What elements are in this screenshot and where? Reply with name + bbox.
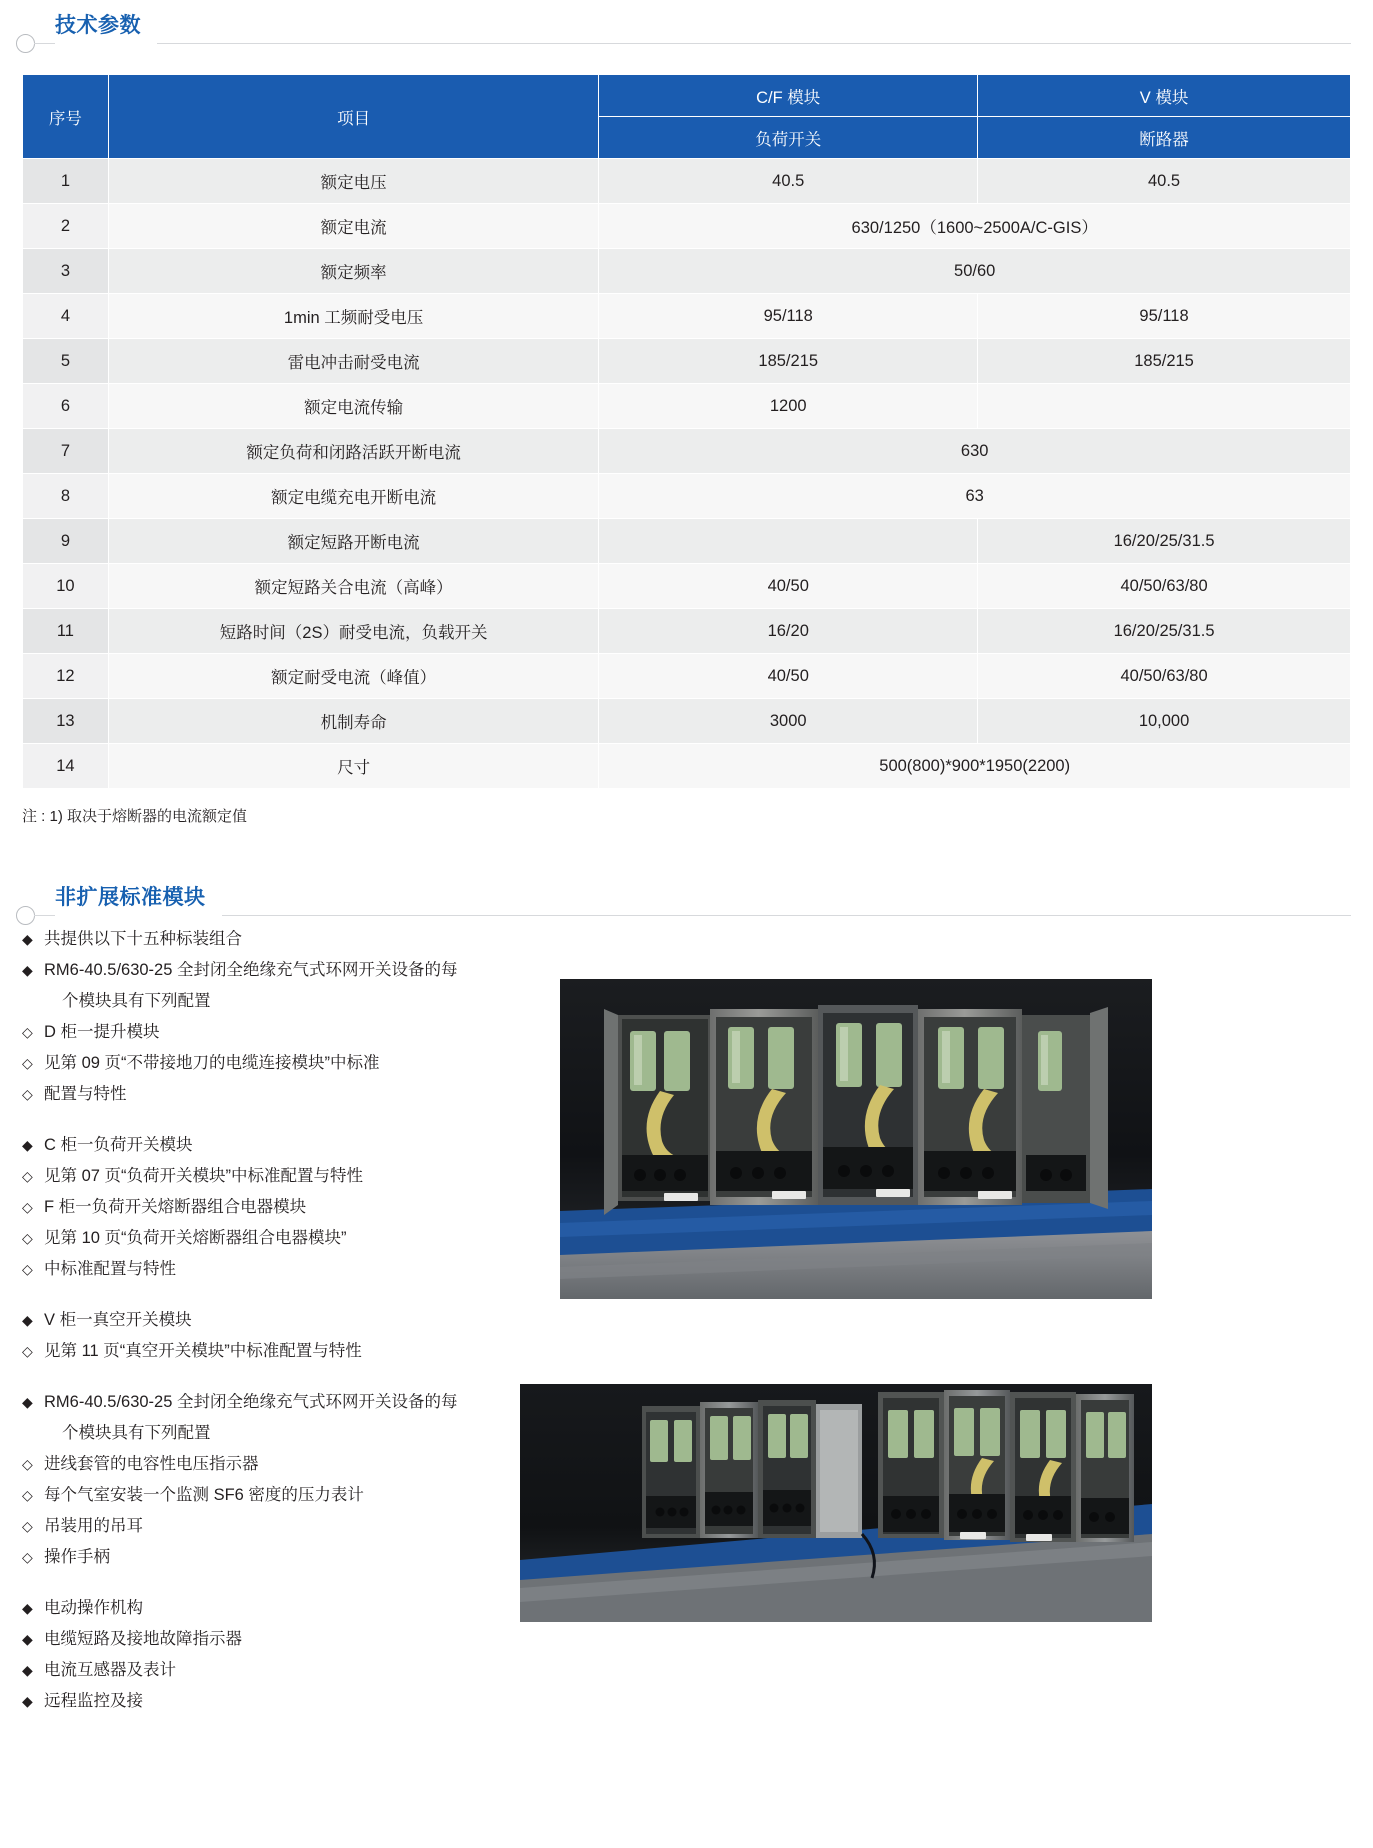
- cell-v-value: 40/50/63/80: [978, 654, 1351, 699]
- cell-merged-value: 50/60: [599, 249, 1351, 294]
- switchgear-row-photo: [520, 1384, 1152, 1622]
- bullet-text: RM6-40.5/630-25 全封闭全绝缘充气式环网开关设备的每: [44, 1393, 458, 1411]
- hollow-diamond-icon: ◇: [22, 1055, 33, 1071]
- bullet-item: [22, 1305, 542, 1336]
- cell-no: 9: [23, 519, 109, 564]
- bullet-text: 中标准配置与特性: [44, 1260, 176, 1278]
- section-header-module: [0, 872, 1373, 924]
- cell-item: 短路时间（2S）耐受电流，负载开关: [108, 609, 599, 654]
- cell-no: 13: [23, 699, 109, 744]
- bullet-item: [22, 1017, 542, 1048]
- lower-section: [0, 872, 1373, 1710]
- filled-diamond-icon: ◆: [22, 1137, 33, 1153]
- filled-diamond-icon: ◆: [22, 1693, 33, 1709]
- cell-v-value: 16/20/25/31.5: [978, 519, 1351, 564]
- cell-item: 雷电冲击耐受电流: [108, 339, 599, 384]
- bullet-item: [22, 1511, 542, 1542]
- bullet-text: 电流互感器及表计: [44, 1661, 176, 1679]
- bullet-item: [22, 1336, 542, 1367]
- bullet-text: 吊装用的吊耳: [44, 1517, 143, 1535]
- cell-no: 4: [23, 294, 109, 339]
- cell-item: 额定电缆充电开断电流: [108, 474, 599, 519]
- table-row: [23, 339, 1351, 384]
- bullet-text: V 柜一真空开关模块: [44, 1311, 192, 1329]
- cell-v-value: 95/118: [978, 294, 1351, 339]
- cell-merged-value: 63: [599, 474, 1351, 519]
- bullet-item: [22, 1624, 542, 1655]
- cell-v-value: 10,000: [978, 699, 1351, 744]
- cell-merged-value: 630/1250（1600~2500A/C-GIS）: [599, 204, 1351, 249]
- bullet-item: [22, 1079, 542, 1110]
- bullet-item: [22, 924, 542, 955]
- table-note: 注 : 1) 取决于熔断器的电流额定值: [22, 808, 248, 825]
- table-row: [23, 204, 1351, 249]
- cell-v-value: 185/215: [978, 339, 1351, 384]
- th-cf-module: C/F 模块: [599, 75, 978, 117]
- bullet-text: C 柜一负荷开关模块: [44, 1136, 193, 1154]
- cell-item: 1min 工频耐受电压: [108, 294, 599, 339]
- th-item: 项目: [108, 75, 599, 159]
- bullet-text: 共提供以下十五种标装组合: [44, 930, 242, 948]
- cell-no: 12: [23, 654, 109, 699]
- cell-v-value: [978, 384, 1351, 429]
- cell-item: 额定频率: [108, 249, 599, 294]
- bullet-spacer: [22, 1285, 542, 1305]
- spec-table-body: [23, 159, 1351, 789]
- table-row: [23, 564, 1351, 609]
- table-row: [23, 744, 1351, 789]
- bullet-text: 见第 09 页“不带接地刀的电缆连接模块”中标准: [44, 1054, 380, 1072]
- bullet-spacer: [22, 1110, 542, 1130]
- bullet-text: 个模块具有下列配置: [62, 1424, 211, 1442]
- section-header-spec: [0, 0, 1373, 52]
- bullet-item: [22, 1542, 542, 1573]
- cell-item: 额定电流: [108, 204, 599, 249]
- cell-cf-value: 1200: [599, 384, 978, 429]
- bullet-spacer: [22, 1367, 542, 1387]
- header-divider: [34, 43, 1351, 44]
- bullet-text: RM6-40.5/630-25 全封闭全绝缘充气式环网开关设备的每: [44, 961, 458, 979]
- bullet-text: 见第 07 页“负荷开关模块”中标准配置与特性: [44, 1167, 364, 1185]
- table-row: [23, 474, 1351, 519]
- cell-v-value: 16/20/25/31.5: [978, 609, 1351, 654]
- bullet-text: 见第 10 页“负荷开关熔断器组合电器模块”: [44, 1229, 347, 1247]
- cell-no: 1: [23, 159, 109, 204]
- bullet-list: [22, 924, 542, 1717]
- spec-table-wrap: [22, 74, 1351, 789]
- cell-item: 额定负荷和闭路活跃开断电流: [108, 429, 599, 474]
- bullet-item: [22, 1387, 542, 1418]
- cell-cf-value: 185/215: [599, 339, 978, 384]
- hollow-diamond-icon: ◇: [22, 1024, 33, 1040]
- cell-no: 3: [23, 249, 109, 294]
- bullet-item: [22, 1449, 542, 1480]
- cell-cf-value: 40/50: [599, 654, 978, 699]
- hollow-diamond-icon: ◇: [22, 1487, 33, 1503]
- bullet-item: [22, 1161, 542, 1192]
- hollow-diamond-icon: ◇: [22, 1518, 33, 1534]
- cell-no: 11: [23, 609, 109, 654]
- cell-item: 额定短路关合电流（高峰）: [108, 564, 599, 609]
- cell-merged-value: 630: [599, 429, 1351, 474]
- header-divider: [34, 915, 1351, 916]
- cell-cf-value: 3000: [599, 699, 978, 744]
- bullet-text: 每个气室安装一个监测 SF6 密度的压力表计: [44, 1486, 364, 1504]
- bullet-item: [22, 1048, 542, 1079]
- bullet-item: [22, 1130, 542, 1161]
- bullet-item: [22, 1418, 542, 1449]
- bullet-item: [22, 955, 542, 986]
- bullet-item: [22, 1254, 542, 1285]
- bullet-item: [22, 1686, 542, 1717]
- table-row: [23, 609, 1351, 654]
- hollow-diamond-icon: ◇: [22, 1343, 33, 1359]
- cell-cf-value: 95/118: [599, 294, 978, 339]
- cell-item: 额定短路开断电流: [108, 519, 599, 564]
- bullet-item: [22, 1655, 542, 1686]
- hollow-diamond-icon: ◇: [22, 1261, 33, 1277]
- spec-table-head: [23, 75, 1351, 159]
- hollow-diamond-icon: ◇: [22, 1168, 33, 1184]
- bullet-text: 操作手柄: [44, 1548, 110, 1566]
- cell-item: 尺寸: [108, 744, 599, 789]
- bullet-item: [22, 986, 542, 1017]
- switchgear-interior-photo: [560, 979, 1152, 1299]
- cell-item: 额定电压: [108, 159, 599, 204]
- cell-no: 2: [23, 204, 109, 249]
- table-row: [23, 159, 1351, 204]
- section-title-spec: 技术参数: [55, 0, 157, 52]
- th-v-sub: 断路器: [978, 117, 1351, 159]
- hollow-diamond-icon: ◇: [22, 1086, 33, 1102]
- hollow-diamond-icon: ◇: [22, 1199, 33, 1215]
- cell-cf-value: 40.5: [599, 159, 978, 204]
- bullet-text: 电缆短路及接地故障指示器: [44, 1630, 242, 1648]
- bullet-text: F 柜一负荷开关熔断器组合电器模块: [44, 1198, 307, 1216]
- cell-cf-value: 16/20: [599, 609, 978, 654]
- hollow-diamond-icon: ◇: [22, 1230, 33, 1246]
- bullet-item: [22, 1480, 542, 1511]
- switchgear-row-illustration: [520, 1384, 1152, 1622]
- filled-diamond-icon: ◆: [22, 931, 33, 947]
- cell-item: 额定电流传输: [108, 384, 599, 429]
- cell-no: 10: [23, 564, 109, 609]
- bullet-text: 电动操作机构: [44, 1599, 143, 1617]
- bullet-text: 见第 11 页“真空开关模块”中标准配置与特性: [44, 1342, 362, 1360]
- cell-no: 14: [23, 744, 109, 789]
- bullet-text: 进线套管的电容性电压指示器: [44, 1455, 259, 1473]
- cell-v-value: 40.5: [978, 159, 1351, 204]
- th-v-module: V 模块: [978, 75, 1351, 117]
- cell-item: 机制寿命: [108, 699, 599, 744]
- th-cf-sub: 负荷开关: [599, 117, 978, 159]
- table-row: [23, 294, 1351, 339]
- switchgear-interior-illustration: [560, 979, 1152, 1299]
- hollow-diamond-icon: ◇: [22, 1549, 33, 1565]
- ring-decor-icon: [16, 34, 35, 53]
- bullet-text: D 柜一提升模块: [44, 1023, 160, 1041]
- table-row: [23, 249, 1351, 294]
- bullet-item: [22, 1223, 542, 1254]
- filled-diamond-icon: ◆: [22, 1662, 33, 1678]
- filled-diamond-icon: ◆: [22, 1394, 33, 1410]
- spec-table: [22, 74, 1351, 789]
- filled-diamond-icon: ◆: [22, 1631, 33, 1647]
- filled-diamond-icon: ◆: [22, 1600, 33, 1616]
- cell-no: 6: [23, 384, 109, 429]
- th-no: 序号: [23, 75, 109, 159]
- cell-cf-value: [599, 519, 978, 564]
- filled-diamond-icon: ◆: [22, 962, 33, 978]
- bullet-text: 个模块具有下列配置: [62, 992, 211, 1010]
- table-row: [23, 429, 1351, 474]
- bullet-spacer: [22, 1573, 542, 1593]
- cell-cf-value: 40/50: [599, 564, 978, 609]
- bullet-item: [22, 1593, 542, 1624]
- table-row: [23, 519, 1351, 564]
- bullet-item: [22, 1192, 542, 1223]
- table-row: [23, 699, 1351, 744]
- cell-no: 5: [23, 339, 109, 384]
- section-title-module: 非扩展标准模块: [55, 872, 222, 924]
- cell-merged-value: 500(800)*900*1950(2200): [599, 744, 1351, 789]
- cell-item: 额定耐受电流（峰值）: [108, 654, 599, 699]
- hollow-diamond-icon: ◇: [22, 1456, 33, 1472]
- filled-diamond-icon: ◆: [22, 1312, 33, 1328]
- cell-no: 8: [23, 474, 109, 519]
- bullet-text: 配置与特性: [44, 1085, 127, 1103]
- bullet-text: 远程监控及接: [44, 1692, 143, 1710]
- table-row: [23, 384, 1351, 429]
- ring-decor-icon: [16, 906, 35, 925]
- table-header-row-1: [23, 75, 1351, 117]
- table-row: [23, 654, 1351, 699]
- cell-v-value: 40/50/63/80: [978, 564, 1351, 609]
- cell-no: 7: [23, 429, 109, 474]
